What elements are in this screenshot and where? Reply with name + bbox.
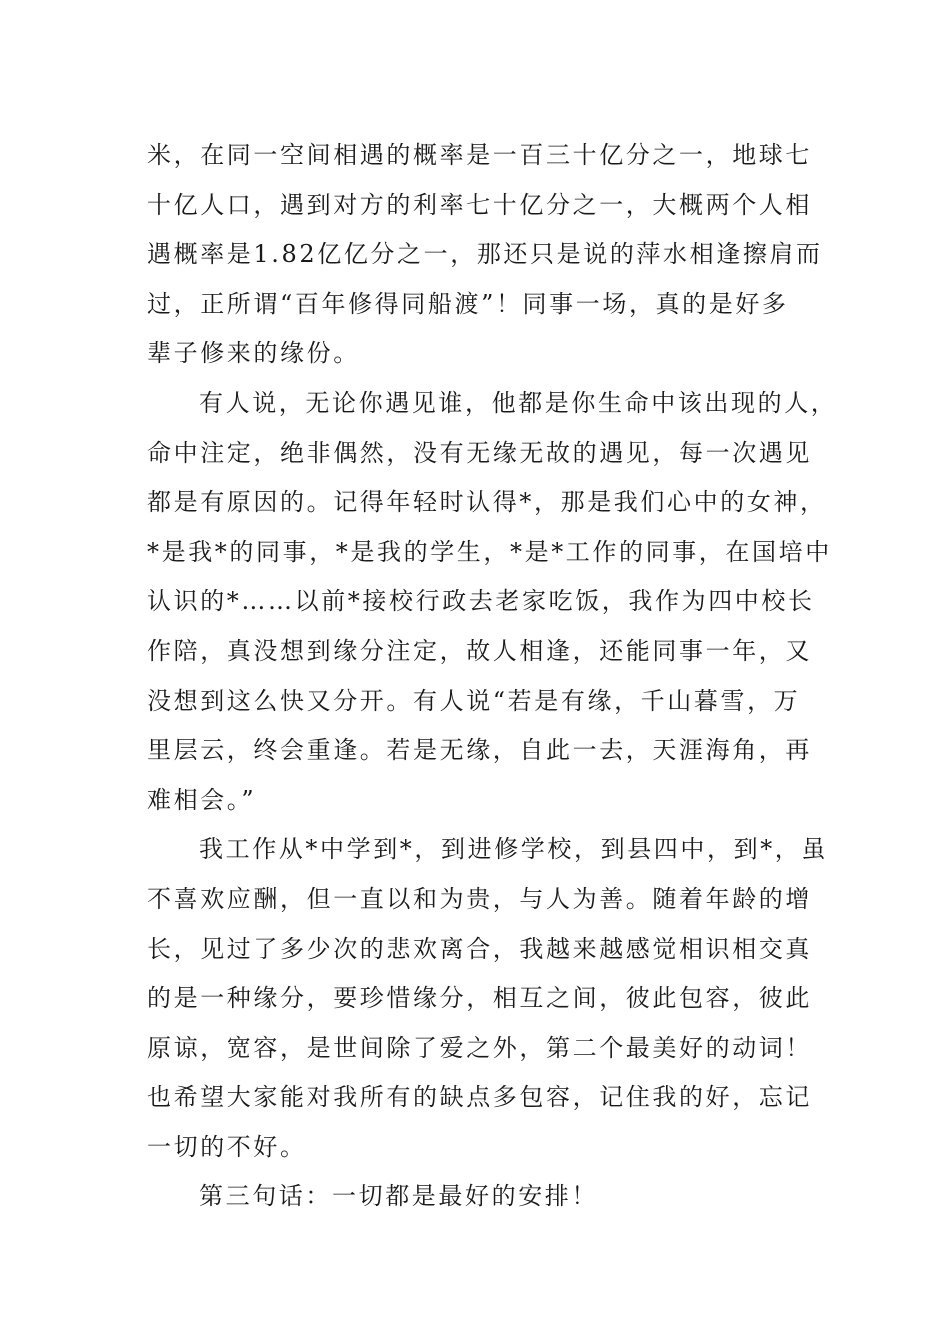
text-line: 米，在同一空间相遇的概率是一百三十亿分之一，地球七 xyxy=(147,141,812,169)
text-line: 长，见过了多少次的悲欢离合，我越来越感觉相识相交真 xyxy=(147,934,812,963)
paragraph-start-line: 有人说，无论你遇见谁，他都是你生命中该出现的人， xyxy=(199,388,838,417)
text-line: 的是一种缘分，要珍惜缘分，相互之间，彼此包容，彼此 xyxy=(147,984,812,1013)
text-line: 辈子修来的缘份。 xyxy=(147,339,360,368)
text-line: 命中注定，绝非偶然，没有无缘无故的遇见，每一次遇见 xyxy=(147,438,812,467)
text-line: 也希望大家能对我所有的缺点多包容，记住我的好，忘记 xyxy=(147,1083,812,1112)
text-line: 十亿人口，遇到对方的利率七十亿分之一，大概两个人相 xyxy=(147,190,812,219)
text-line: 难相会。” xyxy=(147,785,257,814)
section-heading-line: 第三句话：一切都是最好的安排！ xyxy=(199,1182,598,1211)
text-line: 原谅，宽容，是世间除了爱之外，第二个最美好的动词！ xyxy=(147,1033,812,1062)
text-line: *是我*的同事，*是我的学生，*是*工作的同事，在国培中 xyxy=(147,537,832,566)
text-line: 过，正所谓“百年修得同船渡”！同事一场，真的是好多 xyxy=(147,289,789,318)
text-line: 里层云，终会重逢。若是无缘，自此一去，天涯海角，再 xyxy=(147,736,812,765)
text-line: 不喜欢应酬，但一直以和为贵，与人为善。随着年龄的增 xyxy=(147,884,812,913)
text-line: 一切的不好。 xyxy=(147,1132,307,1161)
text-line: 没想到这么快又分开。有人说“若是有缘，千山暮雪，万 xyxy=(147,686,801,715)
text-line: 作陪，真没想到缘分注定，故人相逢，还能同事一年，又 xyxy=(147,636,812,665)
paragraph-start-line: 我工作从*中学到*，到进修学校，到县四中，到*，虽 xyxy=(199,835,828,864)
text-line: 遇概率是1.82亿亿分之一，那还只是说的萍水相逢擦肩而 xyxy=(147,240,823,269)
text-line: 认识的*……以前*接校行政去老家吃饭，我作为四中校长 xyxy=(147,587,815,616)
body-text xyxy=(147,131,838,1222)
text-line: 都是有原因的。记得年轻时认得*，那是我们心中的女神， xyxy=(147,488,827,517)
